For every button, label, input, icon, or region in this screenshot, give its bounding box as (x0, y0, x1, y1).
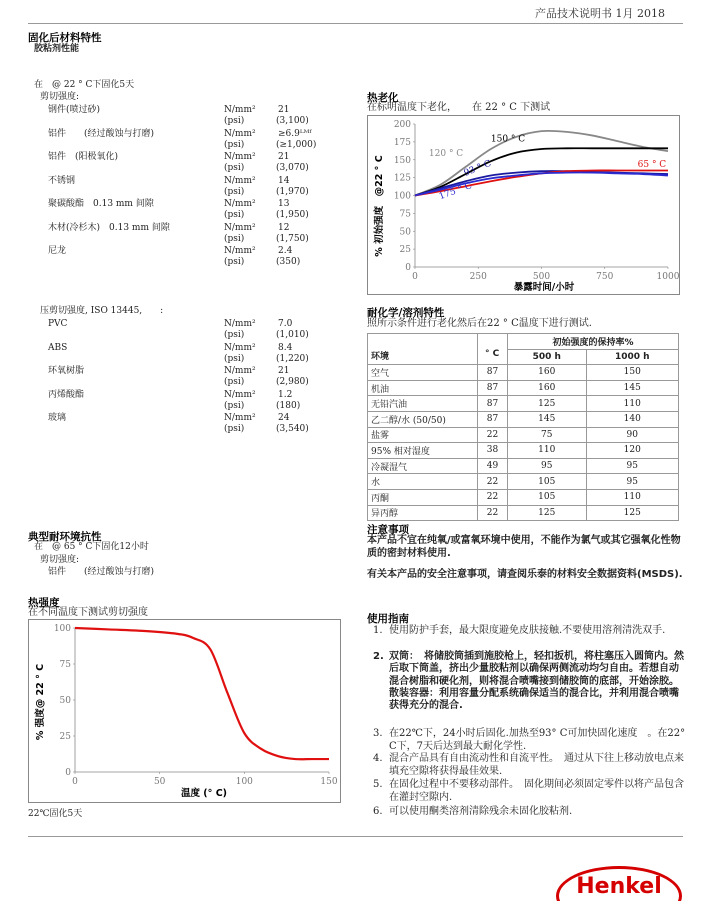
unit-metric: N/mm² (224, 199, 256, 209)
guide-text: 在22℃下，24小时后固化.加热至93° C可加快固化速度 。在22° C下，7天后达到最大耐化学性. (389, 728, 686, 752)
h500-cell: 145 (508, 411, 587, 427)
value-metric: 8.4 (278, 342, 293, 353)
unit-metric: N/mm² (224, 105, 256, 115)
unit-imperial: (psi) (224, 257, 245, 267)
temp-cell: 22 (478, 505, 508, 521)
x-axis-title: 温度 (° C) (180, 788, 228, 799)
table-row (368, 458, 679, 474)
series-line (75, 628, 329, 759)
env-cell: 水 (368, 474, 478, 490)
y-axis-title: % 强度@ 22 ° C (35, 663, 46, 741)
y-tick-label: 25 (399, 245, 411, 256)
x-tick-label: 100 (235, 777, 253, 787)
value-metric: 21 (278, 105, 290, 115)
unit-imperial: (psi) (224, 233, 245, 244)
value-metric: 1.2 (278, 389, 293, 400)
y-tick-label: 75 (399, 209, 411, 220)
table-row (368, 427, 679, 443)
guide-number: 2. (373, 651, 384, 662)
h1000-cell: 145 (586, 380, 678, 396)
guide-text: 双筒： 将储胶筒插到施胶枪上，轻扣扳机，将柱塞压入圆筒内。然后取下筒盖，挤出少量胶粘剂以确保两侧流动均匀自由。若想自动混合树脂和硬化剂，则将混合喷嘴接到储胶筒的底部，开始涂胶。散装容器：利用容量分配系统确保适当的混合比，并利用混合喷嘴获得充分的混合. (389, 651, 684, 712)
unit-metric: N/mm² (224, 152, 256, 162)
env-cure-condition: 在 @ 65 ° C下固化12小时 (34, 542, 149, 552)
table-row (368, 505, 679, 521)
y-tick-label: 0 (405, 263, 411, 273)
header-rule (28, 23, 683, 24)
section-title: 固化后材料特性 (28, 32, 102, 44)
unit-metric: N/mm² (224, 128, 256, 139)
h1000-cell: 110 (586, 489, 678, 505)
h1000-cell: 150 (586, 365, 678, 381)
h500-cell: 105 (508, 489, 587, 505)
unit-imperial: (psi) (224, 210, 245, 220)
h1000-cell: 125 (586, 505, 678, 521)
h1000-cell: 95 (586, 458, 678, 474)
value-metric: 24 (278, 413, 290, 423)
cure-condition: 在 @ 22 ° C下固化5天 (34, 80, 135, 90)
guide-text: 混合产品具有自由流动性和自流平性。 通过从下往上移动放电点来填充空隙将获得最佳效果. (389, 753, 684, 777)
h1000-cell: 120 (586, 443, 678, 459)
col-1000h: 1000 h (586, 349, 678, 365)
henkel-logo (556, 866, 682, 901)
unit-imperial: (psi) (224, 163, 245, 173)
env-cell: 乙二醇/水 (50/50) (368, 411, 478, 427)
env-cell: 空气 (368, 365, 478, 381)
table-row (368, 396, 679, 412)
table-row (368, 365, 679, 381)
chem-resistance-title: 耐化学/溶剂特性 (367, 307, 445, 319)
value-metric: 21 (278, 152, 290, 162)
env-shear-label: 剪切强度: (40, 555, 80, 565)
unit-imperial: (psi) (224, 186, 245, 197)
chem-resistance-subtitle: 照所示条件进行老化然后在22 ° C温度下进行测试. (367, 318, 592, 329)
guide-text: 可以使用酮类溶剂清除残余未固化胶粘剂. (389, 806, 573, 817)
unit-imperial: (psi) (224, 353, 245, 364)
heat-aging-subtitle: 在标明温度下老化， 在 22 ° C 下测试 (367, 102, 551, 113)
x-tick-label: 750 (596, 272, 614, 282)
x-tick-label: 1000 (656, 272, 679, 282)
guide-item (373, 651, 688, 712)
guide-number: 3. (373, 728, 383, 739)
h1000-cell: 90 (586, 427, 678, 443)
series-label: 93 ° C (462, 158, 493, 179)
hot-strength-footer: 22℃固化5天 (28, 809, 83, 819)
unit-metric: N/mm² (224, 413, 256, 423)
shear-label: 剪切强度: (40, 92, 80, 102)
temp-cell: 87 (478, 396, 508, 412)
value-imperial: (350) (276, 257, 301, 267)
document-title: 产品技术说明书 1月 2018 (535, 7, 665, 20)
env-item: 铝件 (经过酸蚀与打磨) (48, 567, 155, 577)
table-row (368, 411, 679, 427)
value-imperial: (1,220) (276, 353, 309, 364)
y-tick-label: 25 (59, 732, 71, 742)
property-name: 环氧树脂 (48, 366, 85, 376)
h500-cell: 125 (508, 396, 587, 412)
y-tick-label: 175 (393, 137, 411, 148)
h500-cell: 105 (508, 474, 587, 490)
y-tick-label: 200 (393, 120, 411, 130)
temp-cell: 22 (478, 489, 508, 505)
heat-aging-title: 热老化 (367, 92, 399, 104)
table-row (368, 489, 679, 505)
h500-cell: 75 (508, 427, 587, 443)
guide-item (373, 625, 688, 638)
h500-cell: 160 (508, 380, 587, 396)
env-cell: 异丙醇 (368, 505, 478, 521)
env-cell: 95% 相对湿度 (368, 443, 478, 459)
value-metric: 13 (278, 199, 290, 209)
property-name: 铝件 (经过酸蚀与打磨) (48, 128, 155, 139)
guide-item (373, 753, 688, 778)
property-name: 不锈钢 (48, 175, 76, 186)
temp-cell: 22 (478, 427, 508, 443)
x-tick-label: 0 (72, 777, 78, 787)
y-axis-title: % 初始强度 @22 ° C (374, 155, 385, 257)
guide-number: 1. (373, 625, 383, 636)
series-label: 150 ° C (490, 134, 526, 145)
temp-cell: 38 (478, 443, 508, 459)
h500-cell: 125 (508, 505, 587, 521)
guide-number: 5. (373, 779, 383, 790)
guide-item (373, 728, 688, 753)
subsection-title: 胶粘剂性能 (34, 44, 80, 54)
unit-imperial: (psi) (224, 400, 245, 411)
retention-header: 初始强度的保持率% (508, 334, 679, 350)
property-name: 铝件 (阳极氧化) (48, 152, 119, 162)
value-metric: 14 (278, 175, 290, 186)
notes-paragraph-1: 本产品不宜在纯氧/或富氧环境中使用，不能作为氯气或其它强氧化性物质的密封材料使用. (367, 535, 681, 559)
temp-cell: 87 (478, 411, 508, 427)
unit-metric: N/mm² (224, 246, 256, 256)
series-label: 65 ° C (637, 159, 667, 170)
x-axis-title: 暴露时间/小时 (513, 282, 575, 293)
value-imperial: (3,540) (276, 424, 309, 434)
guide-item (373, 779, 688, 804)
unit-imperial: (psi) (224, 424, 245, 434)
property-name: 聚碳酸酯 0.13 mm 间隙 (48, 199, 154, 209)
value-metric: 2.4 (278, 246, 293, 256)
x-tick-label: 500 (532, 272, 551, 282)
y-tick-label: 75 (59, 660, 71, 670)
guide-text: 在固化过程中不要移动部件。 固化期间必须固定零件以将产品包含在灌封空隙内. (389, 779, 684, 803)
h1000-cell: 95 (586, 474, 678, 490)
heat-aging-chart (367, 115, 680, 295)
property-name: 尼龙 (48, 246, 67, 256)
unit-metric: N/mm² (224, 222, 256, 233)
value-imperial: (1,950) (276, 210, 309, 220)
value-metric: 7.0 (278, 319, 293, 329)
x-tick-label: 50 (153, 777, 166, 787)
h500-cell: 110 (508, 443, 587, 459)
env-cell: 盐雾 (368, 427, 478, 443)
env-cell: 丙酮 (368, 489, 478, 505)
table-header-row (368, 334, 679, 350)
y-tick-label: 50 (59, 696, 71, 706)
h500-cell: 95 (508, 458, 587, 474)
table-row (368, 443, 679, 459)
unit-metric: N/mm² (224, 342, 256, 353)
temp-cell: 87 (478, 365, 508, 381)
temp-cell: 87 (478, 380, 508, 396)
series-label: 120 ° C (428, 148, 464, 159)
x-tick-label: 250 (469, 272, 487, 282)
h1000-cell: 110 (586, 396, 678, 412)
y-tick-label: 100 (53, 624, 71, 634)
y-tick-label: 50 (399, 227, 411, 238)
property-name: ABS (48, 342, 68, 353)
table-row (368, 474, 679, 490)
y-tick-label: 100 (393, 191, 411, 202)
unit-imperial: (psi) (224, 116, 245, 126)
env-cell: 机油 (368, 380, 478, 396)
y-tick-label: 125 (393, 173, 411, 184)
temp-cell: 22 (478, 474, 508, 490)
unit-metric: N/mm² (224, 319, 256, 329)
value-imperial: (2,980) (276, 377, 309, 387)
unit-imperial: (psi) (224, 139, 245, 150)
h1000-cell: 140 (586, 411, 678, 427)
x-tick-label: 0 (412, 272, 418, 282)
table-row (368, 380, 679, 396)
y-tick-label: 150 (393, 155, 411, 166)
value-imperial: (1,010) (276, 330, 309, 340)
value-metric: ≥6.9ᴸᴹᶠ (278, 128, 312, 139)
x-tick-label: 150 (320, 777, 338, 787)
footer-rule (28, 836, 683, 837)
hot-strength-subtitle: 在不同温度下测试剪切强度 (28, 607, 148, 618)
series-label: 175 ° C (437, 181, 474, 203)
unit-imperial: (psi) (224, 330, 245, 340)
env-cell: 无铅汽油 (368, 396, 478, 412)
value-imperial: (3,070) (276, 163, 309, 173)
value-metric: 12 (278, 222, 290, 233)
hot-strength-chart-svg (29, 620, 340, 802)
env-resistance-title: 典型耐环境抗性 (28, 531, 102, 543)
property-name: 木材(冷杉木) 0.13 mm 间隙 (48, 222, 170, 233)
col-temp-header: ° C (485, 349, 500, 359)
value-metric: 21 (278, 366, 290, 376)
guide-number: 4. (373, 753, 383, 764)
value-imperial: (3,100) (276, 116, 309, 126)
hot-strength-chart (28, 619, 341, 803)
guide-text: 使用防护手套，最大限度避免皮肤接触.不要使用溶剂清洗双手. (389, 625, 666, 636)
property-name: PVC (48, 319, 68, 329)
unit-imperial: (psi) (224, 377, 245, 387)
notes-paragraph-2: 有关本产品的安全注意事项，请查阅乐泰的材料安全数据资料(MSDS). (367, 569, 683, 580)
hot-strength-title: 热强度 (28, 597, 60, 609)
guide-title: 使用指南 (367, 613, 409, 625)
temp-cell: 49 (478, 458, 508, 474)
value-imperial: (≥1,000) (276, 139, 317, 150)
guide-number: 6. (373, 806, 383, 817)
env-cell: 冷凝湿气 (368, 458, 478, 474)
value-imperial: (1,750) (276, 233, 309, 244)
heat-aging-chart-svg (368, 116, 679, 294)
guide-item (373, 806, 688, 819)
col-500h: 500 h (508, 349, 587, 365)
value-imperial: (180) (276, 400, 301, 411)
value-imperial: (1,970) (276, 186, 309, 197)
unit-metric: N/mm² (224, 389, 256, 400)
property-name: 丙烯酸酯 (48, 389, 85, 400)
h500-cell: 160 (508, 365, 587, 381)
unit-metric: N/mm² (224, 366, 256, 376)
y-tick-label: 0 (65, 768, 71, 778)
chem-resistance-table (367, 333, 679, 521)
unit-metric: N/mm² (224, 175, 256, 186)
henkel-logo-text: Henkel (576, 874, 662, 899)
compression-shear-label: 压剪切强度, ISO 13445, : (40, 306, 164, 316)
col-env-header: 环境 (371, 352, 390, 362)
notes-title: 注意事项 (367, 524, 409, 536)
property-name: 钢件(喷过砂) (48, 105, 101, 115)
property-name: 玻璃 (48, 413, 67, 423)
